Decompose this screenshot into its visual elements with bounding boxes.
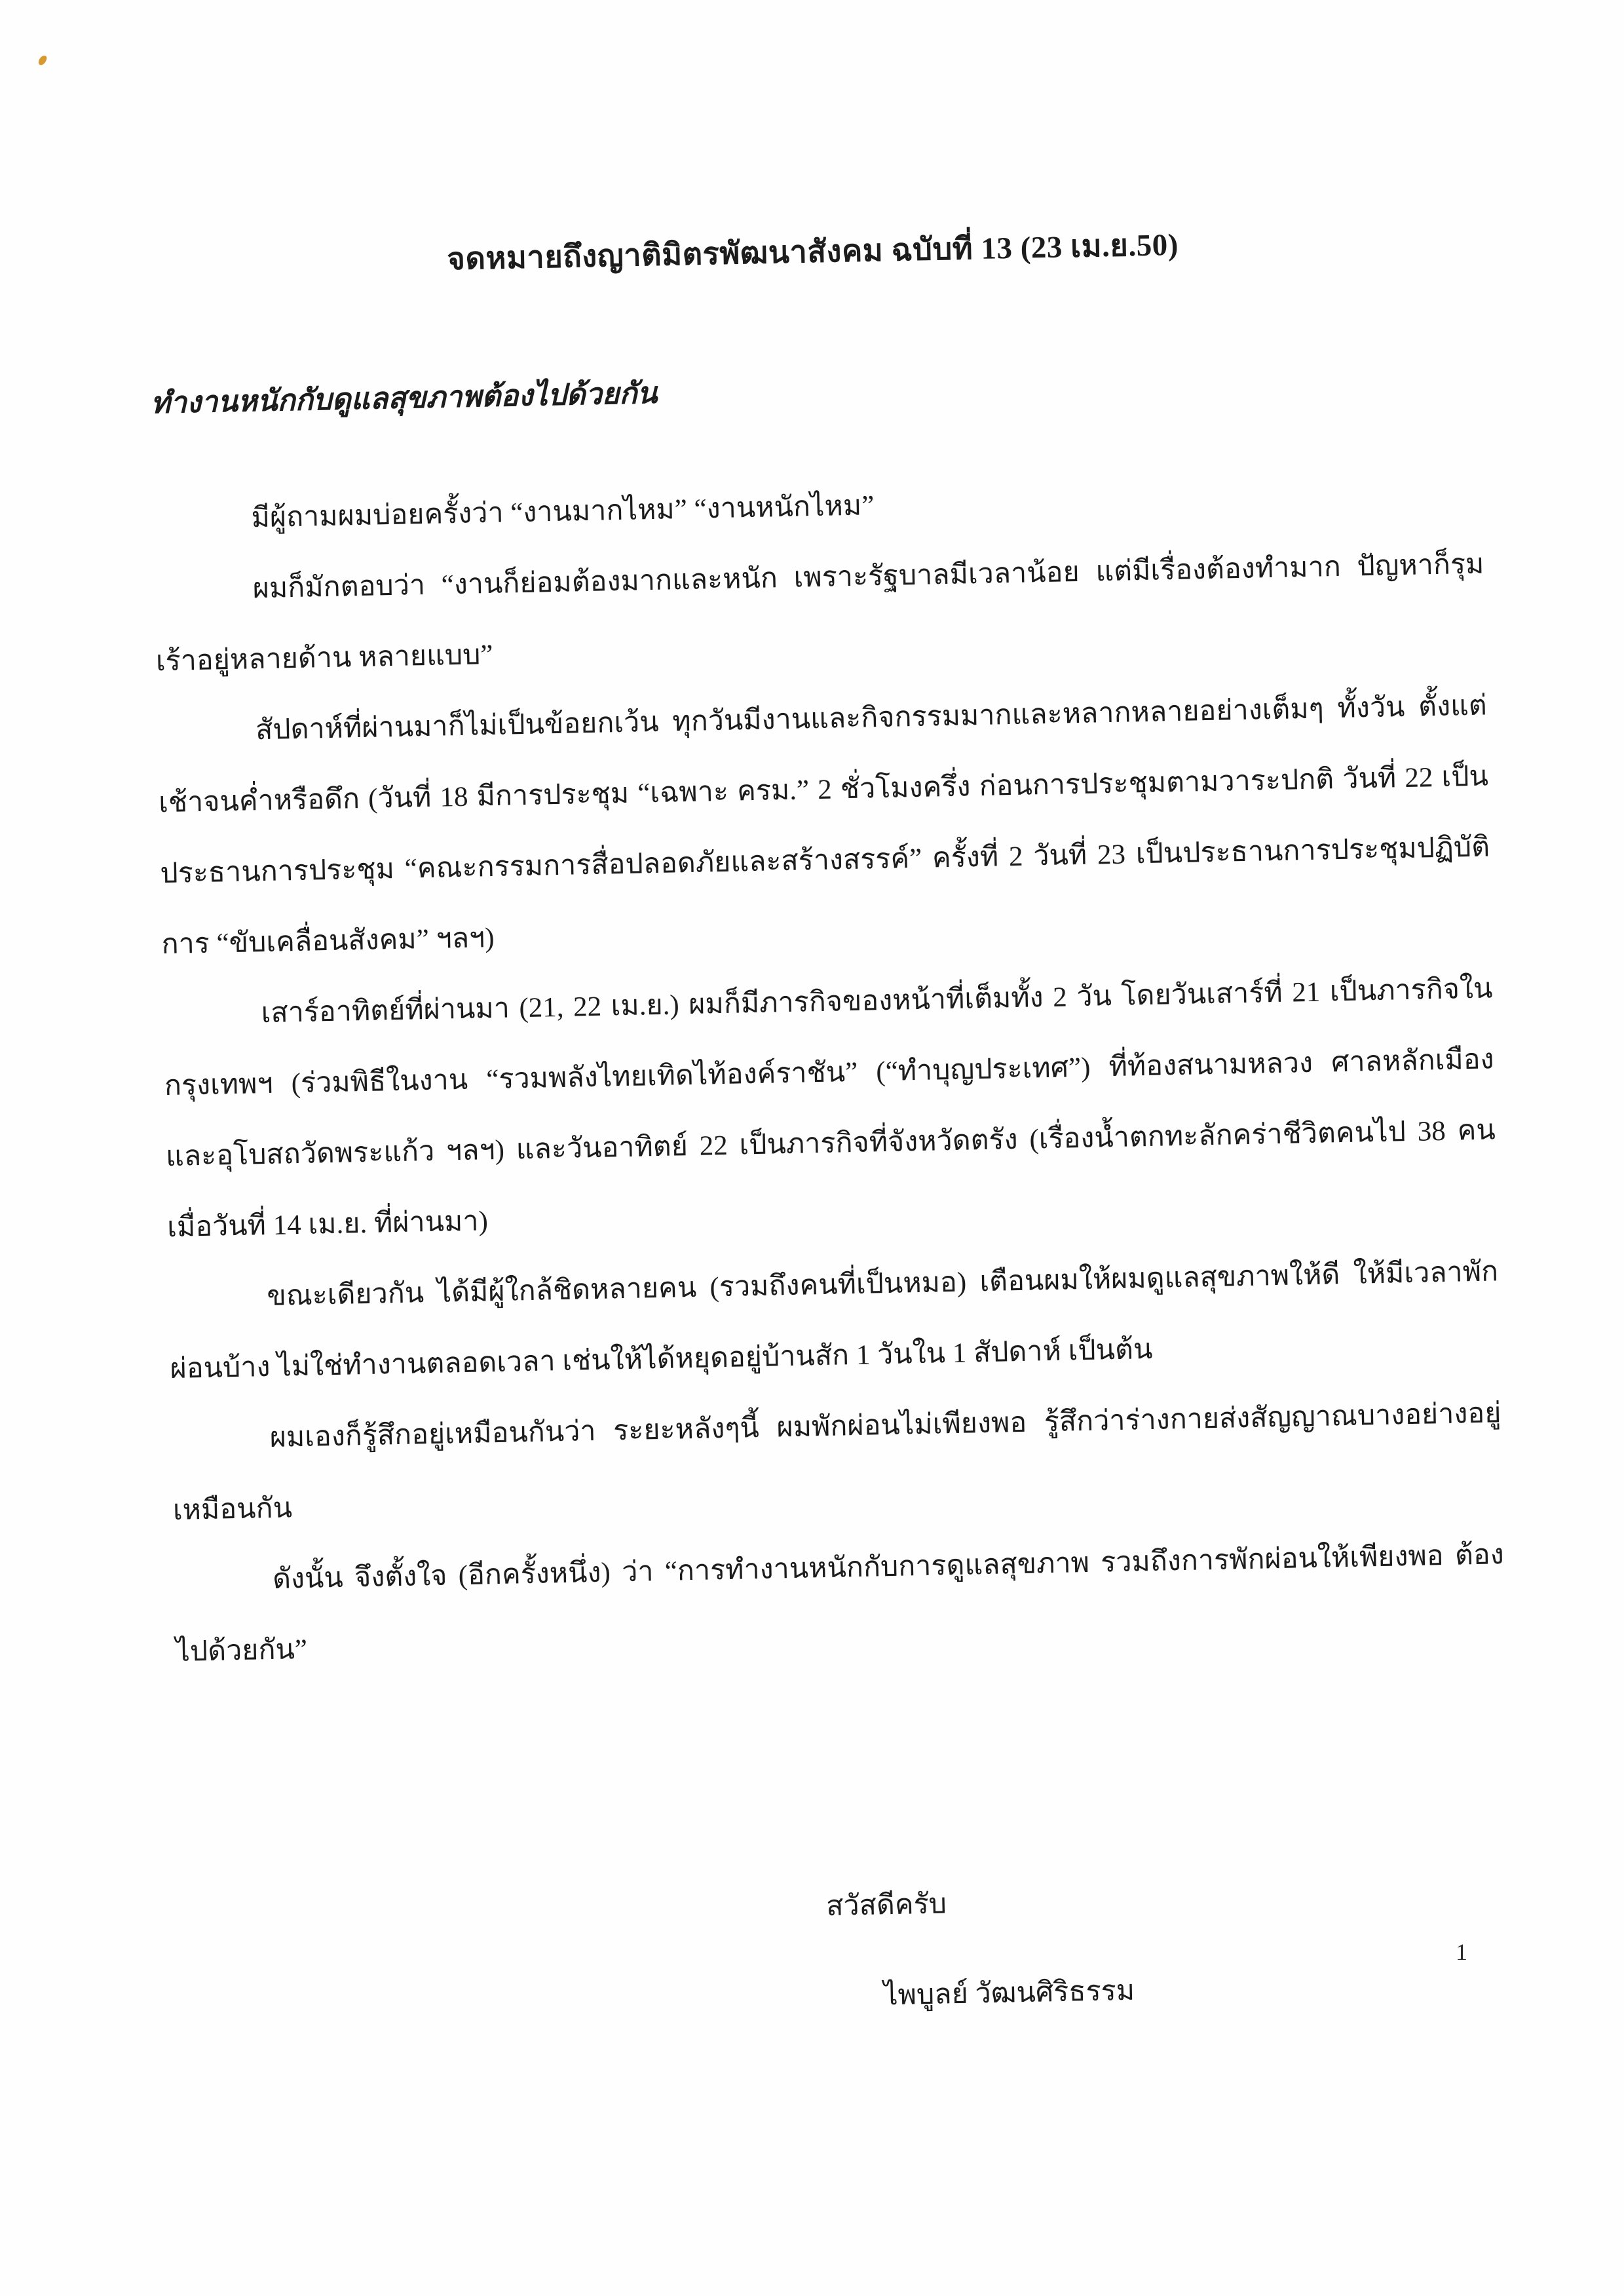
paragraph-4: เสาร์อาทิตย์ที่ผ่านมา (21, 22 เม.ย.) ผมก็มีภารกิจของหน้าที่เต็มทั้ง 2 วัน โดยวันเสาร์ที่ 21 เป็นภารกิจในกรุงเทพฯ (ร่วมพิธีในงาน “รวมพลังไทยเทิดไท้องค์ราชัน” (“ทำบุญประเทศ”) ที่ท้องสนามหลวง ศาลหลักเมือง และอุโบสถวัดพระแก้ว ฯลฯ) และวันอาทิตย์ 22 เป็นภารกิจที่จังหวัดตรัง (เรื่องน้ำตกทะลักคร่าชีวิตคนไป 38 คน เมื่อวันที่ 14 เม.ย. ที่ผ่านมา): [164, 972, 1496, 1243]
letter-title: จดหมายถึงญาติมิตรพัฒนาสังคม ฉบับที่ 13 (23 เม.ย.50): [446, 227, 1179, 277]
page-number: 1: [1456, 1939, 1467, 1965]
scan-speck-artifact: [37, 54, 48, 67]
paragraph-6: ผมเองก็รู้สึกอยู่เหมือนกันว่า ระยะหลังๆนี้ ผมพักผ่อนไม่เพียงพอ รู้สึกว่าร่างกายส่งสัญญาณบางอย่างอยู่เหมือนกัน: [172, 1397, 1501, 1526]
letter-subject: ทำงานหนักกับดูแลสุขภาพต้องไปด้วยกัน: [150, 376, 658, 420]
paragraph-5: ขณะเดียวกัน ได้มีผู้ใกล้ชิดหลายคน (รวมถึงคนที่เป็นหมอ) เตือนผมให้ผมดูแลสุขภาพให้ดี ให้มีเวลาพักผ่อนบ้าง ไม่ใช่ทำงานตลอดเวลา เช่นให้ได้หยุดอยู่บ้านสัก 1 วันใน 1 สัปดาห์ เป็นต้น: [170, 1255, 1499, 1385]
paragraph-1: มีผู้ถามผมบ่อยครั้งว่า “งานมากไหม” “งานหนักไหม”: [251, 489, 875, 533]
closing-salutation: สวัสดีครับ: [825, 1888, 947, 1922]
paragraph-2: ผมก็มักตอบว่า “งานก็ย่อมต้องมากและหนัก เพราะรัฐบาลมีเวลาน้อย แต่มีเรื่องต้องทำมาก ปัญหาก็รุมเร้าอยู่หลายด้าน หลายแบบ”: [155, 548, 1484, 677]
paragraph-7: ดังนั้น จึงตั้งใจ (อีกครั้งหนึ่ง) ว่า “การทำงานหนักกับการดูแลสุขภาพ รวมถึงการพักผ่อนให้เพียงพอ ต้องไปด้วยกัน”: [175, 1539, 1505, 1668]
letter-body: [153, 458, 1506, 1687]
signature-name: ไพบูลย์ วัฒนศิริธรรม: [883, 1975, 1135, 2011]
letter-content: [147, 220, 1513, 2046]
closing-block: [180, 1858, 1513, 2046]
paragraph-3: สัปดาห์ที่ผ่านมาก็ไม่เป็นข้อยกเว้น ทุกวันมีงานและกิจกรรมมากและหลากหลายอย่างเต็มๆ ทั้งวัน ตั้งแต่เช้าจนค่ำหรือดึก (วันที่ 18 มีการประชุม “เฉพาะ ครม.” 2 ชั่วโมงครึ่ง ก่อนการประชุมตามวาระปกติ วันที่ 22 เป็นประธานการประชุม “คณะกรรมการสื่อปลอดภัยและสร้างสรรค์” ครั้งที่ 2 วันที่ 23 เป็นประธานการประชุมปฏิบัติการ “ขับเคลื่อนสังคม” ฯลฯ): [158, 690, 1490, 960]
